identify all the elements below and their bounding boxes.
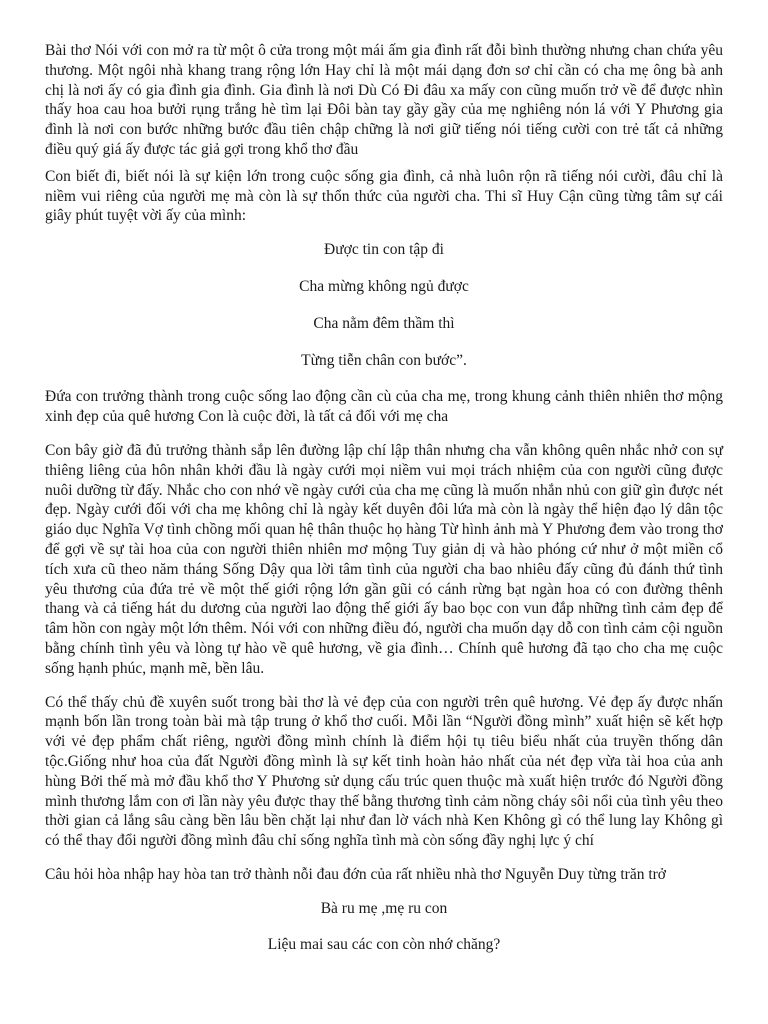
document-body [45,41,723,972]
verse-nguyen-duy [45,899,723,956]
verse-line: Từng tiễn chân con bước”. [301,351,467,369]
verse-line: Liệu mai sau các con còn nhớ chăng? [267,936,501,954]
paragraph-intro: Bài thơ Nói với con mở ra từ một ô cửa trong một mái ấm gia đình rất đỗi bình thường nhưng chan chứa yêu thương. Một ngôi nhà khang trang rộng lớn Hay chỉ là một mái dạng đơn sơ chỉ cần có cha mẹ ông bà anh chị là nơi ấy có gia đình gia đình. Gia đình là nơi Dù Có Đi đâu xa mấy con cũng muốn trở về để được nhìn thấy hoa cau hoa bưởi rụng trắng hè tìm lại Đôi bàn tay gầy gầy của mẹ nghiêng nón lá với Y Phương gia đình là nơi con bước những bước đầu tiên chập chững là nơi giữ tiếng nói tiếng cười con trẻ tất cả những điều quý giá ấy được tác giả gợi trong khổ thơ đầu [45,42,723,158]
paragraph-growth: Đứa con trưởng thành trong cuộc sống lao động cần cù của cha mẹ, trong khung cảnh thiên nhiên thơ mộng xinh đẹp của quê hương Con là cuộc đời, là tất cả đối với mẹ cha [45,388,723,426]
verse-huy-can [45,240,723,370]
verse-line: Cha mừng không ngủ được [299,277,469,295]
paragraph-wedding: Con bây giờ đã đủ trưởng thành sắp lên đường lập chí lập thân nhưng cha vẫn không quên nhắc nhở con sự thiêng liêng của hôn nhân khởi đầu là ngày cưới mọi niềm vui mọi trách nhiệm của con người cũng được nuôi dưỡng từ đấy. Nhắc cho con nhớ về ngày cưới của cha mẹ cũng là muốn nhắn nhủ con giữ gìn được nét đẹp. Ngày cưới đối với cha mẹ không chỉ là ngày kết duyên đôi lứa mà còn là ngày thể hiện đạo lý dân tộc giáo dục Nghĩa Vợ tình chồng mối quan hệ thân thuộc họ hàng Từ hình ảnh mà Y Phương đem vào trong thơ để gợi về sự tài hoa của con người thiên nhiên mơ mộng Tuy giản dị và hào phóng cứ như ở một miền cổ tích xưa cũ theo năm tháng Sống Dậy qua lời tâm tình của người cha bao nhiêu đấy cũng đủ đánh thứ tình yêu thương của đứa trẻ về một thế giới rộng lớn gần gũi có cánh rừng bạt ngàn hoa có con đường thênh thang và cả tiếng hát du dương của người lao động thế giới ấy bao bọc con vun đắp những tình cảm đẹp để tâm hồn con ngày một lớn thêm. Nói với con những điều đó, người cha muốn dạy dỗ con tình cảm cội nguồn bằng chính tình yêu và lòng tự hào về quê hương, về gia đình… Chính quê hương đã tạo cho cha mẹ cuộc sống hạnh phúc, mạnh mẽ, bền lâu. [45,441,723,677]
paragraph-nguoi-dong-minh: Có thể thấy chủ đề xuyên suốt trong bài thơ là vẻ đẹp của con người trên quê hương. Vẻ đẹp ấy được nhấn mạnh bốn lần trong toàn bài mà tập trung ở khổ thơ cuối. Mỗi lần “Người đồng mình” xuất hiện sẽ kết hợp với vẻ đẹp phẩm chất riêng, người đồng mình chính là điểm hội tụ tiêu biểu nhất của truyền thống dân tộc.Giống như hoa của đất Người đồng mình là sự kết tinh hoàn hảo nhất của nét đẹp vừa tài hoa của anh hùng Bởi thế mà mở đầu khổ thơ Y Phương sử dụng cấu trúc quen thuộc mà xuất hiện trước đó Người đồng mình thương lắm con ơi lần này yêu được thay thế bằng thương tình cảm nồng cháy sôi nổi của tình yêu theo thời gian cả lắng sâu càng bền lâu bền chặt lại như đan lờ vách nhà Ken Không gì có thể lung lay Không gì có thể thay đổi người đồng mình đâu chỉ sống nghĩa tình mà còn sống đầy nghị lực ý chí [45,693,723,850]
paragraph-huy-can: Con biết đi, biết nói là sự kiện lớn trong cuộc sống gia đình, cả nhà luôn rộn rã tiếng nói cười, đâu chỉ là niềm vui riêng của người mẹ mà còn là sự thổn thức của người cha. Thi sĩ Huy Cận cũng từng tâm sự cái giây phút tuyệt vời ấy của mình: [45,167,723,225]
paragraph-question: Câu hỏi hòa nhập hay hòa tan trở thành nỗi đau đớn của rất nhiều nhà thơ Nguyễn Duy từng trăn trở [45,865,666,883]
verse-line: Được tin con tập đi [324,241,444,259]
verse-line: Bà ru mẹ ,mẹ ru con [320,899,448,917]
verse-line: Cha nằm đêm thầm thì [313,314,455,332]
